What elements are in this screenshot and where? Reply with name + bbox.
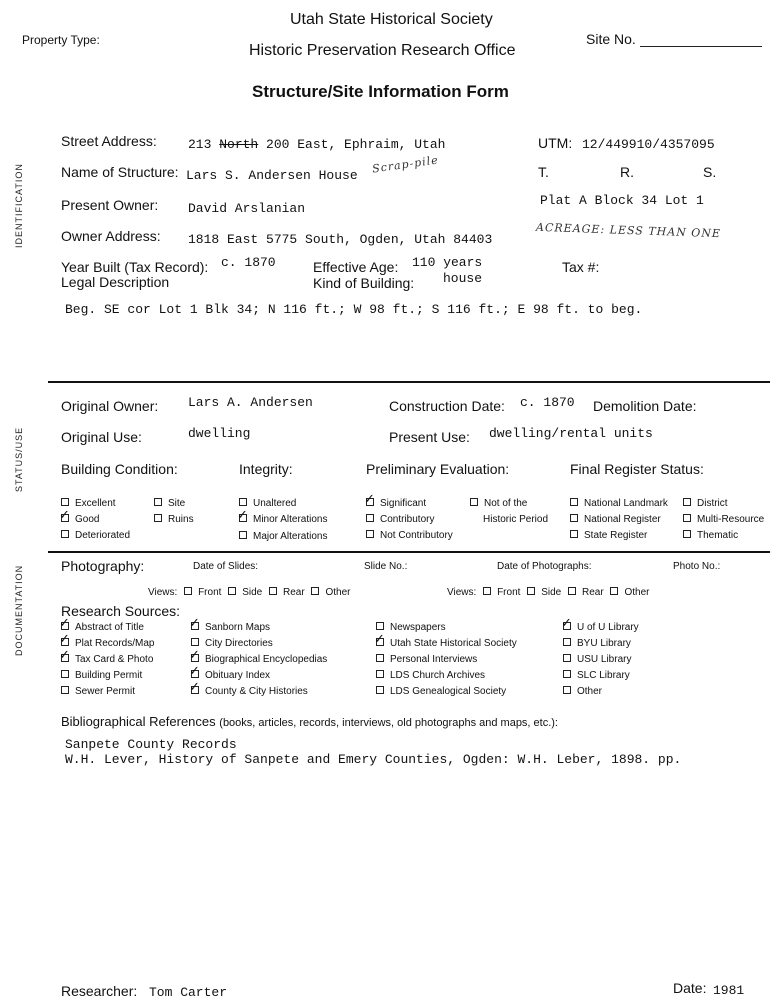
district-checkbox[interactable]: District	[683, 498, 728, 509]
struck-word: North	[219, 137, 259, 152]
lds-church-archives-checkbox[interactable]: LDS Church Archives	[376, 670, 485, 681]
street-address-value: 213 North 200 East, Ephraim, Utah	[188, 137, 446, 152]
checkbox-icon	[61, 686, 69, 694]
building-permit-checkbox[interactable]: Building Permit	[61, 670, 142, 681]
present-use-label: Present Use:	[389, 429, 470, 445]
checkbox-icon	[563, 670, 571, 678]
legal-description-label: Legal Description	[61, 274, 170, 290]
checkbox-icon	[570, 498, 578, 506]
tax-card-checkbox[interactable]: ✓Tax Card & Photo	[61, 654, 153, 665]
status-use-side-label: STATUS/USE	[14, 426, 24, 492]
checkmark-icon	[191, 686, 199, 694]
researcher-value: Tom Carter	[149, 985, 228, 1000]
acreage-note: ACREAGE: LESS THAN ONE	[535, 220, 722, 241]
plat-records-checkbox[interactable]: ✓Plat Records/Map	[61, 638, 154, 649]
checkbox-icon	[610, 587, 618, 595]
lds-genealogical-society-checkbox[interactable]: LDS Genealogical Society	[376, 686, 506, 697]
checkbox-icon	[376, 670, 384, 678]
excellent-checkbox[interactable]: Excellent	[61, 498, 116, 509]
slide-no-label: Slide No.:	[364, 561, 408, 572]
date-label: Date:	[673, 980, 707, 996]
historic-period-label: Historic Period	[483, 514, 549, 525]
multi-resource-checkbox[interactable]: Multi-Resource	[683, 514, 764, 525]
national-register-checkbox[interactable]: National Register	[570, 514, 661, 525]
checkbox-icon	[563, 686, 571, 694]
newspapers-checkbox[interactable]: Newspapers	[376, 622, 446, 633]
final-register-label: Final Register Status:	[570, 461, 704, 477]
construction-date-label: Construction Date:	[389, 398, 505, 414]
sanborn-maps-checkbox[interactable]: ✓Sanborn Maps	[191, 622, 270, 633]
slide-views: Views: Front Side Rear Other	[148, 587, 351, 598]
view-other-checkbox[interactable]: Other	[610, 587, 649, 598]
u-of-u-library-checkbox[interactable]: ✓U of U Library	[563, 622, 639, 633]
checkmark-icon	[61, 654, 69, 662]
site-no-label: Site No.	[586, 31, 636, 47]
checkmark-icon	[376, 638, 384, 646]
site-checkbox[interactable]: Site	[154, 498, 185, 509]
checkbox-icon	[376, 654, 384, 662]
building-condition-label: Building Condition:	[61, 461, 178, 477]
township-label: T.	[538, 164, 549, 180]
sewer-permit-checkbox[interactable]: Sewer Permit	[61, 686, 135, 697]
biographical-encyclopedias-checkbox[interactable]: ✓Biographical Encyclopedias	[191, 654, 327, 665]
reference-line: Sanpete County Records	[65, 737, 237, 752]
checkbox-icon	[311, 587, 319, 595]
research-sources-label: Research Sources:	[61, 603, 181, 619]
documentation-side-label: DOCUMENTATION	[14, 564, 24, 656]
checkmark-icon	[61, 638, 69, 646]
researcher-label: Researcher:	[61, 983, 138, 999]
original-owner-value: Lars A. Andersen	[188, 395, 313, 410]
preliminary-evaluation-label: Preliminary Evaluation:	[366, 461, 510, 477]
slc-library-checkbox[interactable]: SLC Library	[563, 670, 630, 681]
deteriorated-checkbox[interactable]: Deteriorated	[61, 530, 130, 541]
checkbox-icon	[683, 514, 691, 522]
photo-no-label: Photo No.:	[673, 561, 721, 572]
checkbox-icon	[366, 514, 374, 522]
checkbox-icon	[239, 498, 247, 506]
not-of-historic-period-checkbox[interactable]: Not of the	[470, 498, 527, 509]
site-no-field	[586, 31, 762, 47]
city-directories-checkbox[interactable]: City Directories	[191, 638, 273, 649]
checkmark-icon	[61, 622, 69, 630]
utm-label: UTM:	[538, 135, 573, 151]
original-use-value: dwelling	[188, 426, 251, 441]
major-alterations-checkbox[interactable]: Major Alterations	[239, 531, 327, 542]
checkbox-icon	[239, 531, 247, 539]
checkbox-icon	[366, 530, 374, 538]
divider	[48, 381, 770, 383]
minor-alterations-checkbox[interactable]: ✓Minor Alterations	[239, 514, 327, 525]
checkmark-icon	[61, 514, 69, 522]
checkbox-icon	[184, 587, 192, 595]
view-side-checkbox[interactable]: Side	[527, 587, 561, 598]
utm-value: 12/449910/4357095	[582, 137, 715, 152]
identification-side-label: IDENTIFICATION	[14, 163, 24, 248]
checkbox-icon	[470, 498, 478, 506]
year-built-label: Year Built (Tax Record):	[61, 259, 209, 275]
effective-age-value: 110 years	[412, 255, 483, 270]
checkbox-icon	[483, 587, 491, 595]
view-other-checkbox[interactable]: Other	[311, 587, 350, 598]
view-rear-checkbox[interactable]: Rear	[568, 587, 604, 598]
office-name: Historic Preservation Research Office	[249, 42, 516, 59]
tax-number-label: Tax #:	[562, 259, 600, 275]
date-of-slides-label: Date of Slides:	[193, 561, 259, 572]
site-no-blank[interactable]	[640, 34, 762, 47]
checkbox-icon	[228, 587, 236, 595]
present-owner-label: Present Owner:	[61, 197, 159, 213]
checkbox-icon	[154, 514, 162, 522]
personal-interviews-checkbox[interactable]: Personal Interviews	[376, 654, 477, 665]
abstract-of-title-checkbox[interactable]: ✓Abstract of Title	[61, 622, 144, 633]
photography-label: Photography:	[61, 558, 145, 574]
not-contributory-checkbox[interactable]: Not Contributory	[366, 530, 453, 541]
year-built-value: c. 1870	[221, 255, 276, 270]
byu-library-checkbox[interactable]: BYU Library	[563, 638, 631, 649]
checkbox-icon	[61, 498, 69, 506]
checkbox-icon	[269, 587, 277, 595]
thematic-checkbox[interactable]: Thematic	[683, 530, 738, 541]
section-label: S.	[703, 164, 717, 180]
range-label: R.	[620, 164, 634, 180]
structure-name-value: Lars S. Andersen House	[186, 168, 358, 183]
present-owner-value: David Arslanian	[188, 201, 306, 216]
checkbox-icon	[376, 686, 384, 694]
checkbox-icon	[61, 670, 69, 678]
national-landmark-checkbox[interactable]: National Landmark	[570, 498, 668, 509]
checkbox-icon	[570, 530, 578, 538]
checkbox-icon	[191, 638, 199, 646]
handwritten-note: Scrap-pile	[371, 153, 440, 176]
checkbox-icon	[683, 498, 691, 506]
other-source-checkbox[interactable]: Other	[563, 686, 602, 697]
kind-of-building-label: Kind of Building:	[313, 275, 415, 291]
form-title: Structure/Site Information Form	[252, 82, 509, 101]
checkmark-icon	[239, 514, 247, 522]
original-use-label: Original Use:	[61, 429, 142, 445]
checkbox-icon	[563, 654, 571, 662]
owner-address-label: Owner Address:	[61, 228, 161, 244]
unaltered-checkbox[interactable]: Unaltered	[239, 498, 296, 509]
checkbox-icon	[154, 498, 162, 506]
view-front-checkbox[interactable]: Front	[184, 587, 221, 598]
effective-age-label: Effective Age:	[313, 259, 399, 275]
usu-library-checkbox[interactable]: USU Library	[563, 654, 631, 665]
structure-name-label: Name of Structure:	[61, 164, 179, 180]
checkmark-icon	[191, 622, 199, 630]
bibliographical-references-label: Bibliographical References (books, articles, records, interviews, old photographs and maps, etc.):	[61, 714, 558, 729]
kind-of-building-value: house	[443, 271, 483, 286]
ushs-checkbox[interactable]: ✓Utah State Historical Society	[376, 638, 517, 649]
org-name: Utah State Historical Society	[290, 11, 493, 28]
photo-views: Views: Front Side Rear Other	[447, 587, 650, 598]
plat-value: Plat A Block 34 Lot 1	[540, 193, 704, 208]
view-side-checkbox[interactable]: Side	[228, 587, 262, 598]
construction-date-value: c. 1870	[520, 395, 575, 410]
present-use-value: dwelling/rental units	[489, 426, 653, 441]
checkmark-icon	[191, 670, 199, 678]
good-checkbox[interactable]: ✓Good	[61, 514, 99, 525]
checkmark-icon	[191, 654, 199, 662]
significant-checkbox[interactable]: ✓Significant	[366, 498, 426, 509]
reference-line: W.H. Lever, History of Sanpete and Emery Counties, Ogden: W.H. Leber, 1898. pp.	[65, 752, 682, 767]
county-city-histories-checkbox[interactable]: ✓County & City Histories	[191, 686, 308, 697]
street-address-label: Street Address:	[61, 133, 157, 149]
date-of-photographs-label: Date of Photographs:	[497, 561, 592, 572]
checkbox-icon	[376, 622, 384, 630]
original-owner-label: Original Owner:	[61, 398, 159, 414]
checkbox-icon	[570, 514, 578, 522]
checkbox-icon	[563, 638, 571, 646]
integrity-label: Integrity:	[239, 461, 293, 477]
checkbox-icon	[568, 587, 576, 595]
view-front-checkbox[interactable]: Front	[483, 587, 520, 598]
legal-description-value: Beg. SE cor Lot 1 Blk 34; N 116 ft.; W 98 ft.; S 116 ft.; E 98 ft. to beg.	[65, 302, 643, 317]
owner-address-value: 1818 East 5775 South, Ogden, Utah 84403	[188, 232, 493, 247]
state-register-checkbox[interactable]: State Register	[570, 530, 647, 541]
property-type-label: Property Type:	[22, 33, 100, 47]
obituary-index-checkbox[interactable]: ✓Obituary Index	[191, 670, 270, 681]
date-value: 1981	[713, 983, 745, 998]
divider	[48, 551, 770, 553]
checkbox-icon	[61, 530, 69, 538]
checkbox-icon	[527, 587, 535, 595]
ruins-checkbox[interactable]: Ruins	[154, 514, 194, 525]
checkbox-icon	[683, 530, 691, 538]
checkmark-icon	[366, 498, 374, 506]
demolition-date-label: Demolition Date:	[593, 398, 697, 414]
checkmark-icon	[563, 622, 571, 630]
contributory-checkbox[interactable]: Contributory	[366, 514, 434, 525]
view-rear-checkbox[interactable]: Rear	[269, 587, 305, 598]
